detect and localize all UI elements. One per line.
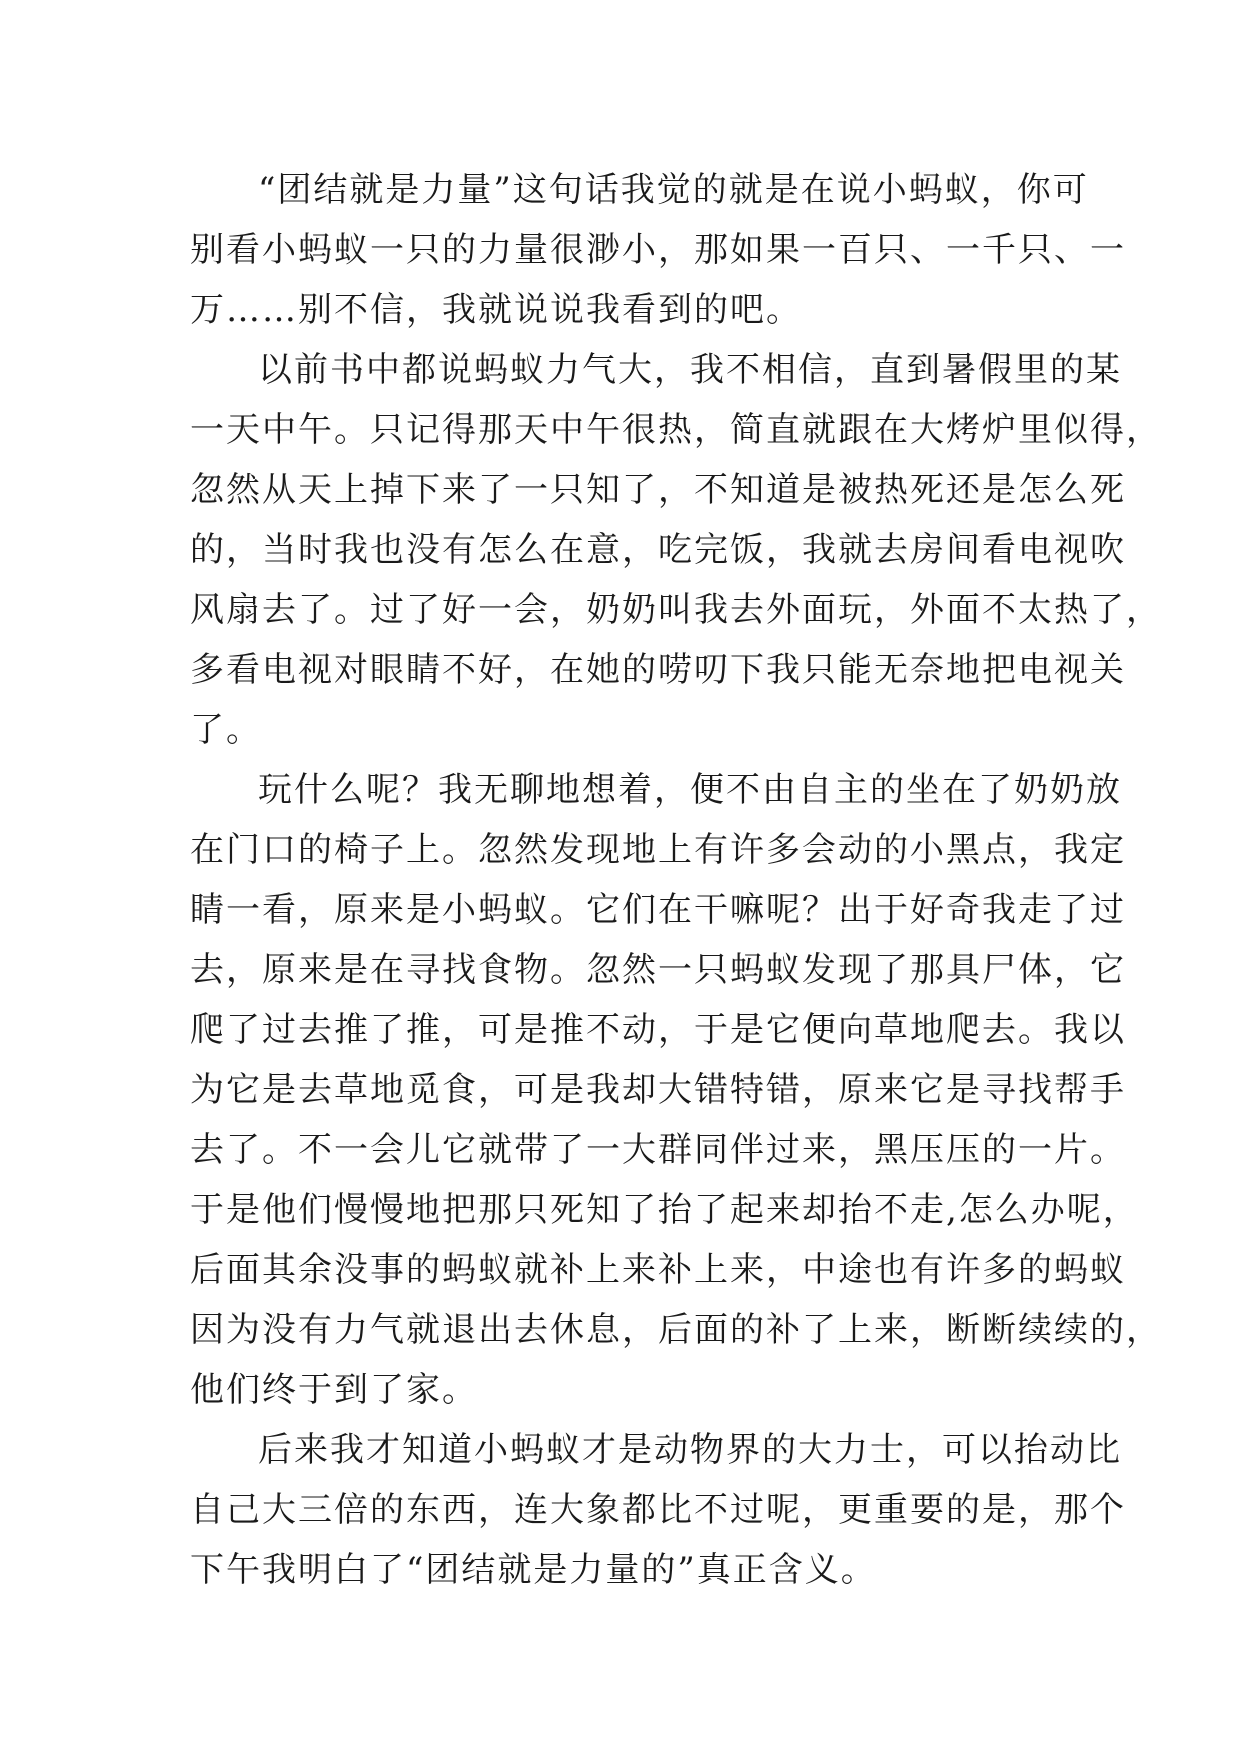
text-line: 去，原来是在寻找食物。忽然一只蚂蚁发现了那具尸体，它 bbox=[190, 950, 1126, 990]
text-line: 睛一看，原来是小蚂蚁。它们在干嘛呢？出于好奇我走了过 bbox=[190, 890, 1126, 930]
text-line: 万……别不信，我就说说我看到的吧。 bbox=[190, 290, 802, 330]
text-line: 多看电视对眼睛不好，在她的唠叨下我只能无奈地把电视关 bbox=[190, 650, 1126, 690]
text-line: 下午我明白了“团结就是力量的”真正含义。 bbox=[190, 1550, 877, 1590]
text-line: 自己大三倍的东西，连大象都比不过呢，更重要的是，那个 bbox=[190, 1490, 1126, 1530]
text-line: “团结就是力量”这句话我觉的就是在说小蚂蚁，你可 bbox=[258, 170, 1089, 210]
text-line: 别看小蚂蚁一只的力量很渺小，那如果一百只、一千只、一 bbox=[190, 230, 1126, 270]
text-line: 为它是去草地觅食，可是我却大错特错，原来它是寻找帮手 bbox=[190, 1070, 1126, 1110]
text-line: 后来我才知道小蚂蚁才是动物界的大力士，可以抬动比 bbox=[258, 1430, 1122, 1470]
text-line: 去了。不一会儿它就带了一大群同伴过来，黑压压的一片。 bbox=[190, 1130, 1126, 1170]
text-line: 他们终于到了家。 bbox=[190, 1370, 478, 1410]
text-line: 的，当时我也没有怎么在意，吃完饭，我就去房间看电视吹 bbox=[190, 530, 1126, 570]
text-line: 玩什么呢？我无聊地想着，便不由自主的坐在了奶奶放 bbox=[258, 770, 1122, 810]
text-line: 以前书中都说蚂蚁力气大，我不相信，直到暑假里的某 bbox=[258, 350, 1122, 390]
paragraph-2 bbox=[190, 340, 1162, 760]
text-line: 爬了过去推了推，可是推不动，于是它便向草地爬去。我以 bbox=[190, 1010, 1126, 1050]
text-line: 因为没有力气就退出去休息，后面的补了上来，断断续续的， bbox=[190, 1310, 1162, 1350]
paragraph-4 bbox=[190, 1420, 1126, 1600]
text-line: 忽然从天上掉下来了一只知了，不知道是被热死还是怎么死 bbox=[190, 470, 1126, 510]
paragraph-3 bbox=[190, 760, 1162, 1420]
essay-body bbox=[190, 160, 1162, 1600]
paragraph-1 bbox=[190, 160, 1126, 340]
text-line: 后面其余没事的蚂蚁就补上来补上来，中途也有许多的蚂蚁 bbox=[190, 1250, 1126, 1290]
text-line: 风扇去了。过了好一会，奶奶叫我去外面玩，外面不太热了， bbox=[190, 590, 1162, 630]
text-line: 了。 bbox=[190, 710, 262, 750]
text-line: 在门口的椅子上。忽然发现地上有许多会动的小黑点，我定 bbox=[190, 830, 1126, 870]
text-line: 于是他们慢慢地把那只死知了抬了起来却抬不走,怎么办呢， bbox=[190, 1190, 1139, 1230]
text-line: 一天中午。只记得那天中午很热，简直就跟在大烤炉里似得， bbox=[190, 410, 1162, 450]
